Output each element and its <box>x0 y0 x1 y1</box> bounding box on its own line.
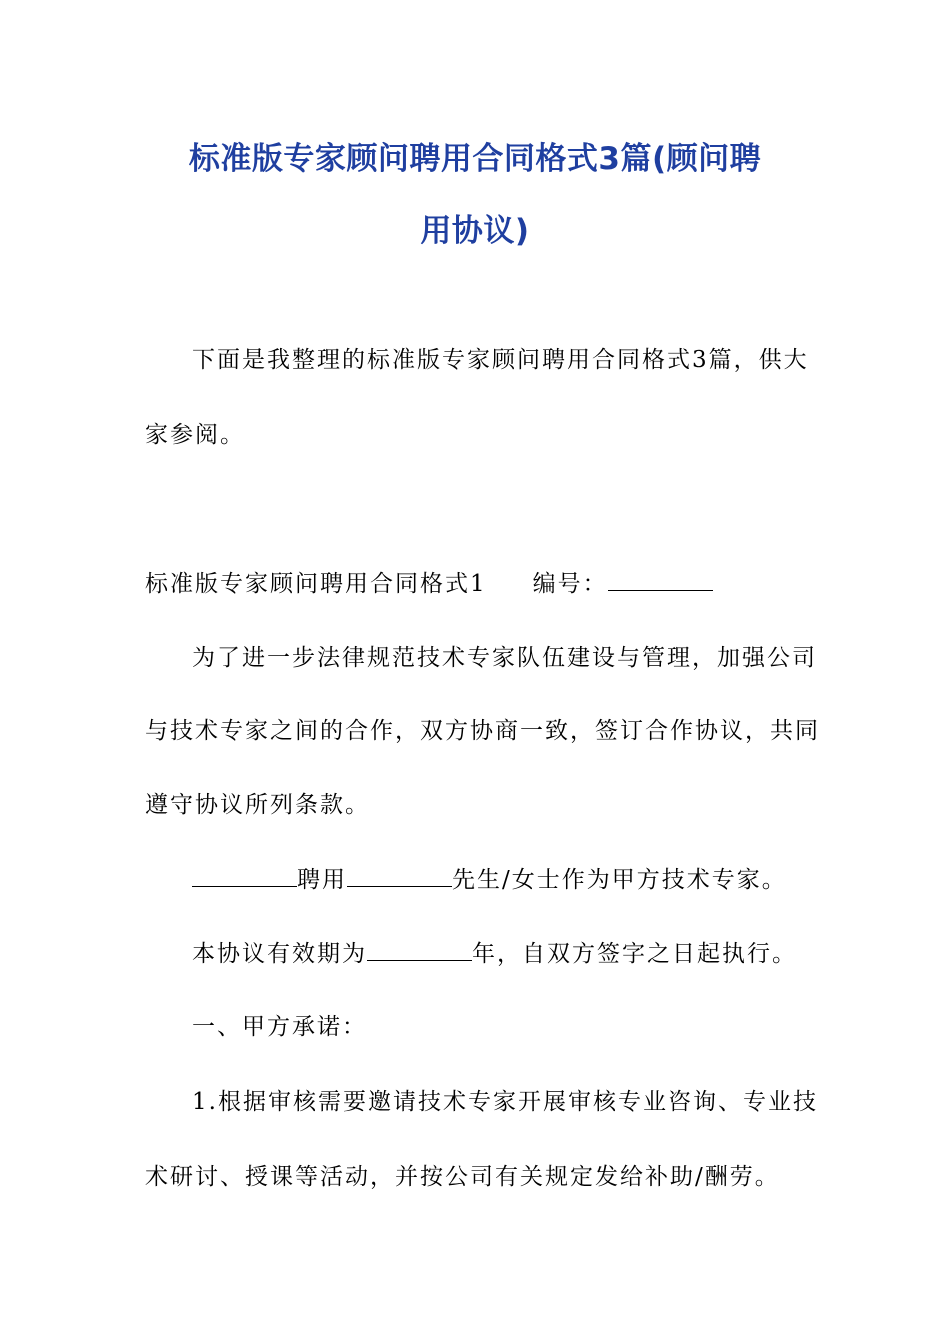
document-title-line-2: 用协议) <box>420 213 530 249</box>
employer-blank <box>192 864 297 887</box>
para1-line-3: 遵守协议所列条款。 <box>145 792 370 818</box>
contract-number-blank <box>608 568 713 591</box>
para3-line <box>192 938 797 969</box>
para3-text-2: 年，自双方签字之日起执行。 <box>472 941 797 967</box>
section-heading-row <box>145 568 713 599</box>
para5-line-1: 1.根据审核需要邀请技术专家开展审核专业咨询、专业技 <box>192 1089 818 1115</box>
intro-line-1: 下面是我整理的标准版专家顾问聘用合同格式3篇，供大 <box>192 347 809 373</box>
term-years-blank <box>367 938 472 961</box>
party-a-commitment-heading: 一、甲方承诺： <box>192 1014 367 1040</box>
para2-line <box>192 864 787 895</box>
document-title-line-1: 标准版专家顾问聘用合同格式3篇(顾问聘 <box>188 141 762 177</box>
para1-line-1: 为了进一步法律规范技术专家队伍建设与管理，加强公司 <box>192 645 817 671</box>
para2-text-1: 聘用 <box>297 867 347 893</box>
section-heading: 标准版专家顾问聘用合同格式1 <box>145 571 487 597</box>
expert-name-blank <box>347 864 452 887</box>
para5-line-2: 术研讨、授课等活动，并按公司有关规定发给补助/酬劳。 <box>145 1164 780 1190</box>
para2-text-2: 先生/女士作为甲方技术专家。 <box>452 867 787 893</box>
para1-line-2: 与技术专家之间的合作，双方协商一致，签订合作协议，共同 <box>145 718 820 744</box>
para3-text-1: 本协议有效期为 <box>192 941 367 967</box>
contract-number-label: 编号： <box>532 571 608 597</box>
intro-line-2: 家参阅。 <box>145 422 245 448</box>
